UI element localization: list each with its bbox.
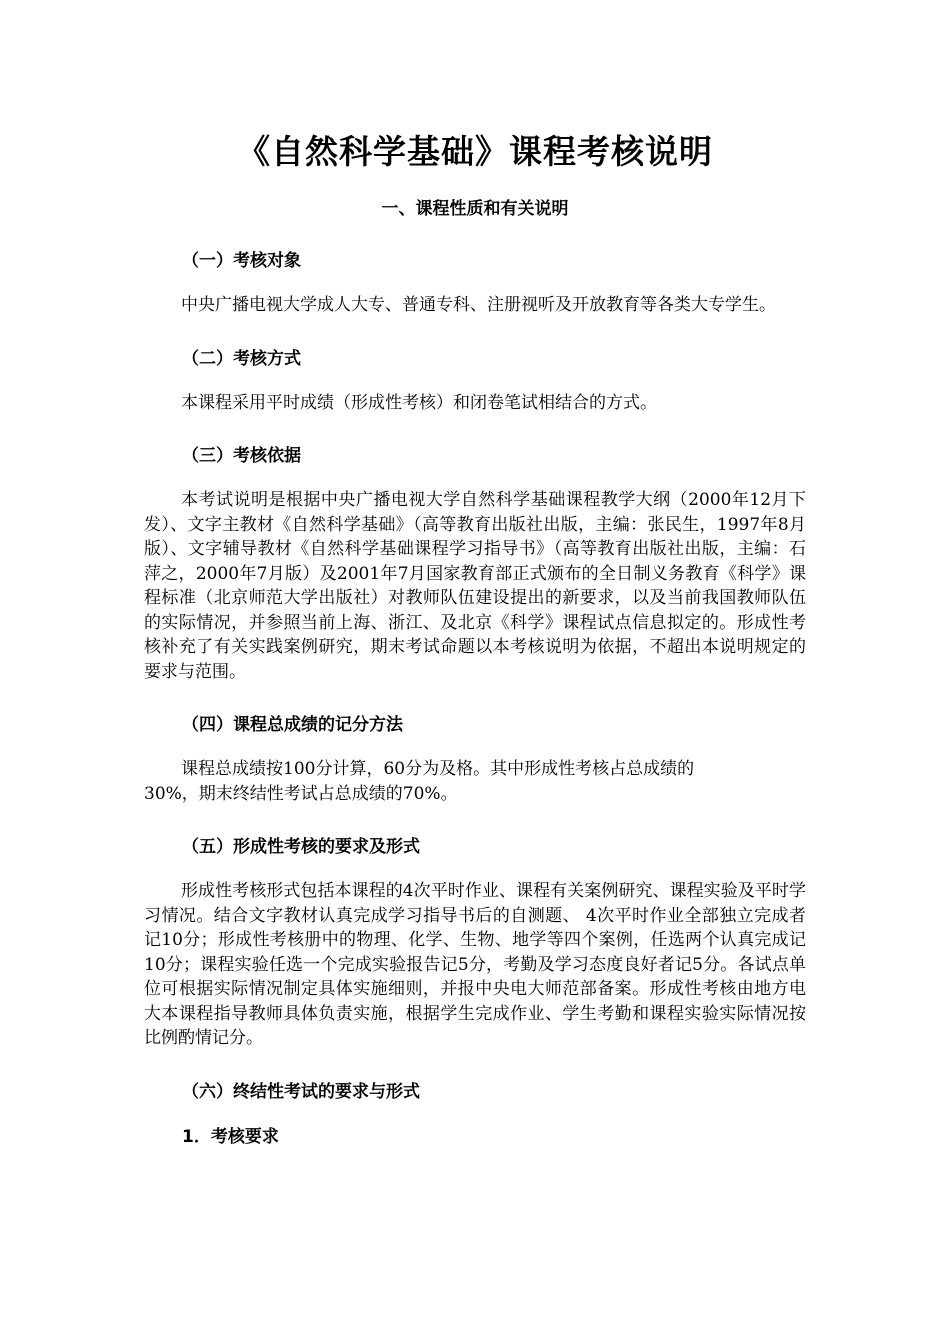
heading-summative-exam: （六）终结性考试的要求与形式	[182, 1081, 420, 1102]
heading-assessment-target: （一）考核对象	[182, 251, 301, 271]
paragraph-formative-assessment: 形成性考核形式包括本课程的4次平时作业、课程有关案例研究、课程实验及平时学习情况。结合文字教材认真完成学习指导书后的自测题、 4次平时作业全部独立完成者记10分；形成性考核册中的物理、化学、生物、地学等四个案例，任选两个认真完成记10分；课程实验任选一个完成实验报告记5分，考勤及学习态度良好者记5分。各试点单位可根据实际情况制定具体实施细则，并报中央电大师范部备案。形成性考核由地方电大本课程指导教师具体负责实施，根据学生完成作业、学生考勤和课程实验实际情况按比例酌情记分。	[144, 881, 806, 1048]
heading-assessment-basis: （三）考核依据	[182, 446, 301, 466]
heading-assessment-requirements: 1．考核要求	[182, 1126, 279, 1147]
heading-scoring-method: （四）课程总成绩的记分方法	[182, 715, 403, 735]
paragraph-assessment-method: 本课程采用平时成绩（形成性考核）和闭卷笔试相结合的方式。	[181, 392, 657, 413]
paragraph-assessment-target: 中央广播电视大学成人大专、普通专科、注册视听及开放教育等各类大专学生。	[181, 295, 776, 315]
paragraph-assessment-basis: 本考试说明是根据中央广播电视大学自然科学基础课程教学大纲（2000年12月下发）、文字主教材《自然科学基础》（高等教育出版社出版，主编：张民生，1997年8月版）、文字辅导教材《自然科学基础课程学习指导书》（高等教育出版社出版，主编：石萍之，2000年7月版）及2001年7月国家教育部正式颁布的全日制义务教育《科学》课程标准（北京师范大学出版社）对教师队伍建设提出的新要求，以及当前我国教师队伍的实际情况，并参照当前上海、浙江、及北京《科学》课程试点信息拟定的。形成性考核补充了有关实践案例研究，期末考试命题以本考核说明为依据，不超出本说明规定的要求与范围。	[144, 490, 806, 682]
heading-formative-assessment: （五）形成性考核的要求及形式	[182, 837, 420, 857]
section-heading-1: 一、课程性质和有关说明	[381, 199, 569, 219]
document-title: 《自然科学基础》课程考核说明	[237, 132, 713, 171]
paragraph-scoring-method: 课程总成绩按100分计算，60分为及格。其中形成性考核占总成绩的 30%，期末终结性考试占总成绩的70%。	[144, 759, 695, 804]
heading-assessment-method: （二）考核方式	[182, 348, 301, 369]
document-body	[144, 128, 806, 1150]
